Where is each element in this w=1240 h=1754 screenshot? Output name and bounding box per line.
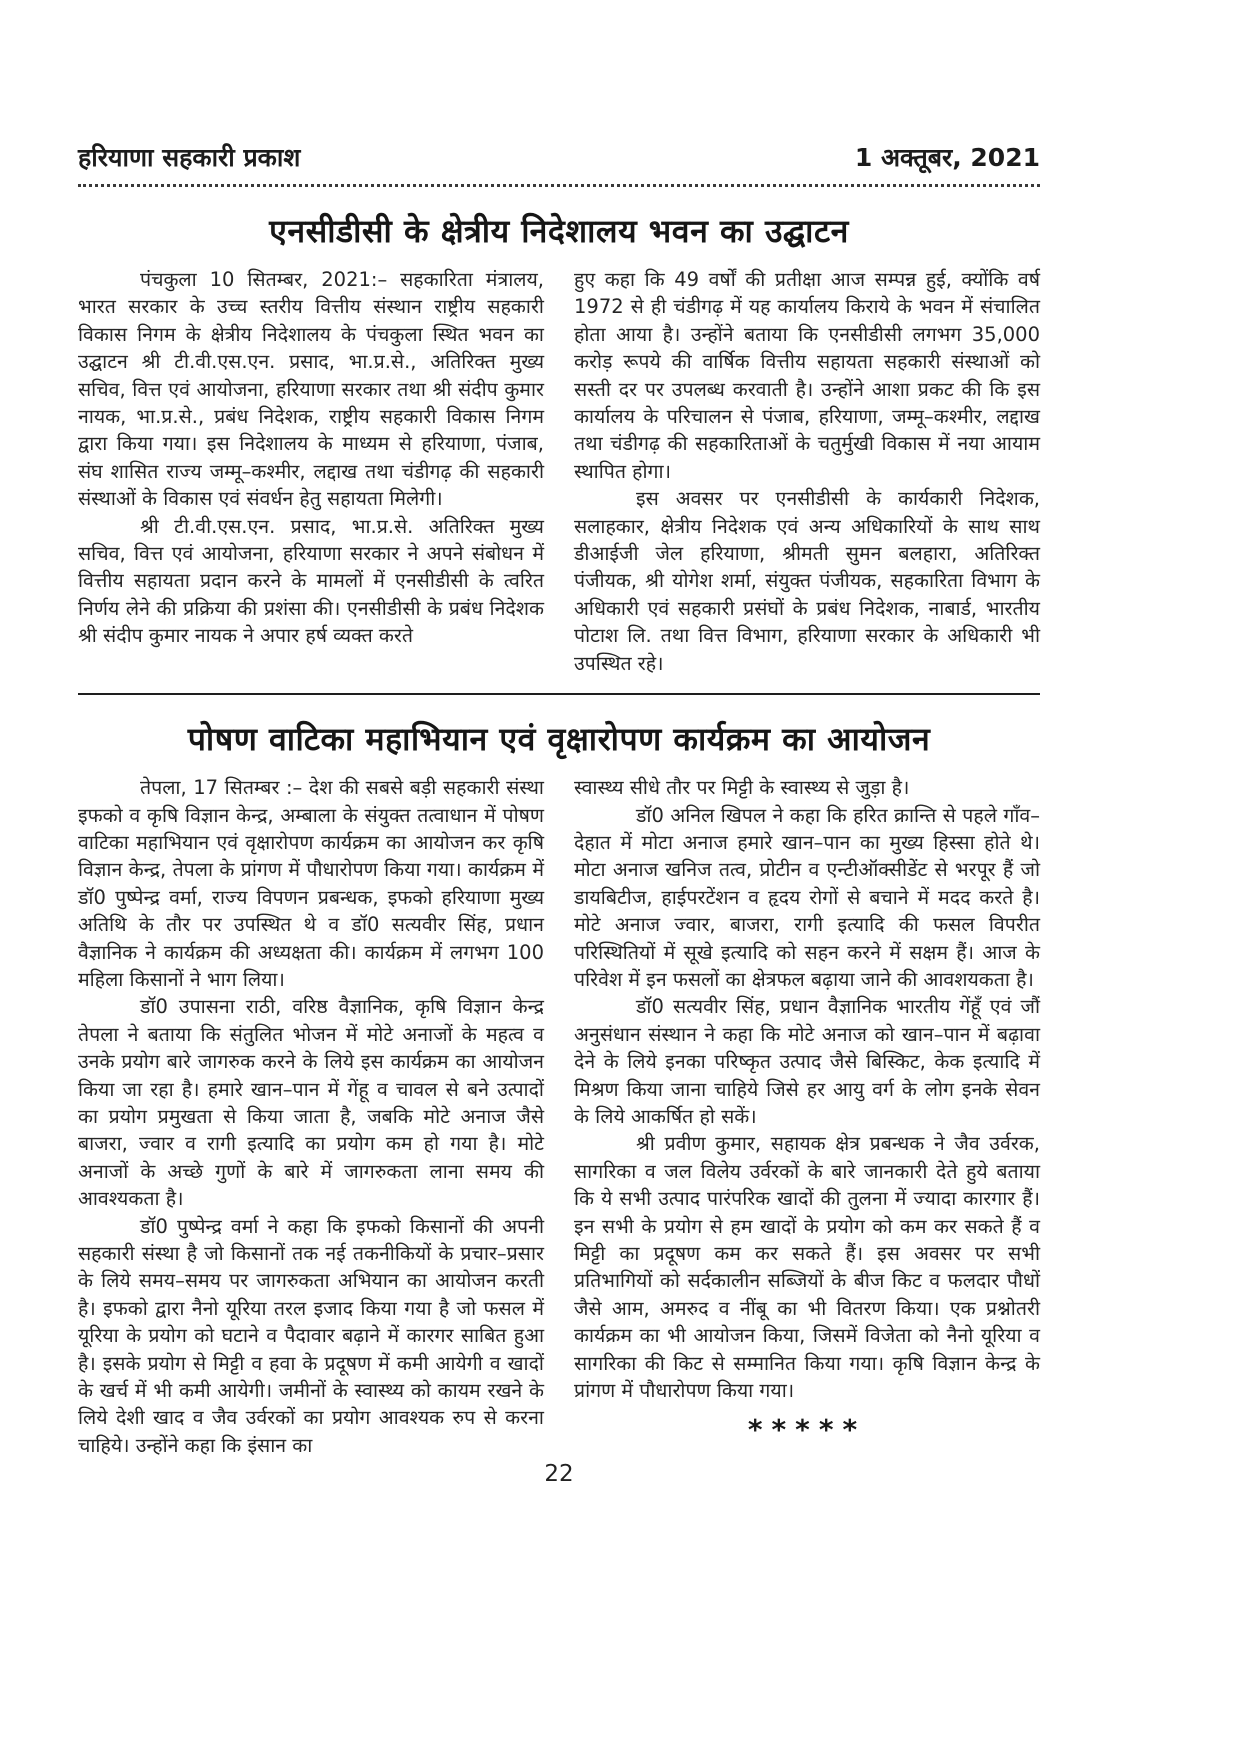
article-divider <box>78 693 1040 695</box>
paragraph: श्री प्रवीण कुमार, सहायक क्षेत्र प्रबन्धक ने जैव उर्वरक, सागरिका व जल विलेय उर्वरकों के बारे जानकारी देते हुये बताया कि ये सभी उत्पाद पारंपरिक खादों की तुलना में ज्यादा कारगार हैं। इन सभी के प्रयोग से हम खादों के प्रयोग को कम कर सकते हैं व मिट्टी का प्रदूषण कम कर सकते हैं। इस अवसर पर सभी प्रतिभागियों को सर्दकालीन सब्जियों के बीज किट व फलदार पौधों जैसे आम, अमरुद व नींबू का भी वितरण किया। एक प्रश्नोतरी कार्यक्रम का भी आयोजन किया, जिसमें विजेता को नैनो यूरिया व सागरिका की किट से सम्मानित किया गया। कृषि विज्ञान केन्द्र के प्रांगण में पौधारोपण किया गया। <box>574 1132 1040 1403</box>
paragraph: इस अवसर पर एनसीडीसी के कार्यकारी निदेशक, सलाहकार, क्षेत्रीय निदेशक एवं अन्य अधिकारियों के साथ साथ डीआईजी जेल हरियाणा, श्रीमती सुमन बलहारा, अतिरिक्त पंजीयक, श्री योगेश शर्मा, संयुक्त पंजीयक, सहकारिता विभाग के अधिकारी एवं सहकारी प्रसंघों के प्रबंध निदेशक, नाबार्ड, भारतीय पोटाश लि. तथा वित्त विभाग, हरियाणा सरकार के अधिकारी भी उपस्थित रहे। <box>574 487 1040 675</box>
issue-date: 1 अक्तूबर, 2021 <box>854 143 1040 172</box>
article-right-column <box>574 774 1040 1459</box>
article-title: एनसीडीसी के क्षेत्रीय निदेशालय भवन का उद्घाटन <box>269 212 849 250</box>
dotted-divider <box>78 184 1040 187</box>
article-title: पोषण वाटिका महाभियान एवं वृक्षारोपण कार्यक्रम का आयोजन <box>187 720 931 759</box>
masthead <box>78 140 1040 174</box>
paragraph: डॉ0 उपासना राठी, वरिष्ठ वैज्ञानिक, कृषि विज्ञान केन्द्र तेपला ने बताया कि संतुलित भोजन में मोटे अनाजों के महत्व व उनके प्रयोग बारे जागरुक करने के लिये इस कार्यक्रम का आयोजन किया जा रहा है। हमारे खान–पान में गेंहू व चावल से बने उत्पादों का प्रयोग प्रमुखता से किया जाता है, जबकि मोटे अनाज जैसे बाजरा, ज्वार व रागी इत्यादि का प्रयोग कम हो गया है। मोटे अनाजों के अच्छे गुणों के बारे में जागरुकता लाना समय की आवश्यकता है। <box>78 995 544 1211</box>
paragraph: श्री टी.वी.एस.एन. प्रसाद, भा.प्र.से. अतिरिक्त मुख्य सचिव, वित्त एवं आयोजना, हरियाणा सरकार ने अपने संबोधन में वित्तीय सहायता प्रदान करने के मामलों में एनसीडीसी के त्वरित निर्णय लेने की प्रक्रिया की प्रशंसा की। एनसीडीसी के प्रबंध निदेशक श्री संदीप कुमार नायक ने अपार हर्ष व्यक्त करते <box>78 514 544 648</box>
paragraph: हुए कहा कि 49 वर्षों की प्रतीक्षा आज सम्पन्न हुई, क्योंकि वर्ष 1972 से ही चंडीगढ़ में यह कार्यालय किराये के भवन में संचालित होता आया है। उन्होंने बताया कि एनसीडीसी लगभग 35,000 करोड़ रूपये की वार्षिक वित्तीय सहायता सहकारी संस्थाओं को सस्ती दर पर उपलब्ध करवाती है। उन्होंने आशा प्रकट की कि इस कार्यालय के परिचालन से पंजाब, हरियाणा, जम्मू–कश्मीर, लद्दाख तथा चंडीगढ़ की सहकारिताओं के चतुर्मुखी विकास में नया आयाम स्थापित होगा। <box>574 268 1040 483</box>
end-of-article-stars: ***** <box>747 1413 867 1447</box>
publication-title: हरियाणा सहकारी प्रकाश <box>78 143 301 172</box>
paragraph: तेपला, 17 सितम्बर :– देश की सबसे बड़ी सहकारी संस्था इफको व कृषि विज्ञान केन्द्र, अम्बाला के संयुक्त तत्वाधान में पोषण वाटिका महाभियान एवं वृक्षारोपण कार्यक्रम का आयोजन कर कृषि विज्ञान केन्द्र, तेपला के प्रांगण में पौधारोपण किया गया। कार्यक्रम में डॉ0 पुष्पेन्द्र वर्मा, राज्य विपणन प्रबन्धक, इफको हरियाणा मुख्य अतिथि के तौर पर उपस्थित थे व डॉ0 सत्यवीर सिंह, प्रधान वैज्ञानिक ने कार्यक्रम की अध्यक्षता की। कार्यक्रम में लगभग 100 महिला किसानों ने भाग लिया। <box>78 776 544 991</box>
article-left-column <box>78 266 544 677</box>
paragraph: पंचकुला 10 सितम्बर, 2021:– सहकारिता मंत्रालय, भारत सरकार के उच्च स्तरीय वित्तीय संस्थान राष्ट्रीय सहकारी विकास निगम के क्षेत्रीय निदेशालय के पंचकुला स्थित भवन का उद्घाटन श्री टी.वी.एस.एन. प्रसाद, भा.प्र.से., अतिरिक्त मुख्य सचिव, वित्त एवं आयोजना, हरियाणा सरकार तथा श्री संदीप कुमार नायक, भा.प्र.से., प्रबंध निदेशक, राष्ट्रीय सहकारी विकास निगम द्वारा किया गया। इस निदेशालय के माध्यम से हरियाणा, पंजाब, संघ शासित राज्य जम्मू–कश्मीर, लद्दाख तथा चंडीगढ़ की सहकारी संस्थाओं के विकास एवं संवर्धन हेतु सहायता मिलेगी। <box>78 268 544 511</box>
paragraph: डॉ0 पुष्पेन्द्र वर्मा ने कहा कि इफको किसानों की अपनी सहकारी संस्था है जो किसानों तक नई तकनीकियों के प्रचार–प्रसार के लिये समय–समय पर जागरुकता अभियान का आयोजन करती है। इफको द्वारा नैनो यूरिया तरल इजाद किया गया है जो फसल में यूरिया के प्रयोग को घटाने व पैदावार बढ़ाने में कारगर साबित हुआ है। इसके प्रयोग से मिट्टी व हवा के प्रदूषण में कमी आयेगी व खादों के खर्च में भी कमी आयेगी। जमीनों के स्वास्थ्य को कायम रखने के लिये देशी खाद व जैव उर्वरकों का प्रयोग आवश्यक रुप से करना चाहिये। उन्होंने कहा कि इंसान का <box>78 1214 544 1457</box>
article-poshan-vatika <box>78 717 1040 1459</box>
article-left-column <box>78 774 544 1459</box>
page-number: 22 <box>544 1461 574 1488</box>
article-columns <box>78 266 1040 677</box>
paragraph: डॉ0 सत्यवीर सिंह, प्रधान वैज्ञानिक भारतीय गेंहूँ एवं जौं अनुसंधान संस्थान ने कहा कि मोटे अनाज को खान–पान में बढ़ावा देने के लिये इनका परिष्कृत उत्पाद जैसे बिस्किट, केक इत्यादि में मिश्रण किया जाना चाहिये जिसे हर आयु वर्ग के लोग इनके सेवन के लिये आकर्षित हो सकें। <box>574 995 1040 1128</box>
paragraph: स्वास्थ्य सीधे तौर पर मिट्टी के स्वास्थ्य से जुड़ा है। <box>574 776 910 800</box>
article-right-column <box>574 266 1040 677</box>
paragraph: डॉ0 अनिल खिपल ने कहा कि हरित क्रान्ति से पहले गाँव–देहात में मोटा अनाज हमारे खान–पान का मुख्य हिस्सा होते थे। मोटा अनाज खनिज तत्व, प्रोटीन व एन्टीऑक्सीडेंट से भरपूर हैं जो डायबिटीज, हाईपरटेंशन व हृदय रोगों से बचाने में मदद करते है। मोटे अनाज ज्वार, बाजरा, रागी इत्यादि की फसल विपरीत परिस्थितियों में सूखे इत्यादि को सहन करने में सक्षम हैं। आज के परिवेश में इन फसलों का क्षेत्रफल बढ़ाया जाने की आवशयकता है। <box>574 803 1040 991</box>
article-ncdc <box>78 209 1040 677</box>
page-content <box>78 140 1040 1487</box>
article-columns <box>78 774 1040 1459</box>
